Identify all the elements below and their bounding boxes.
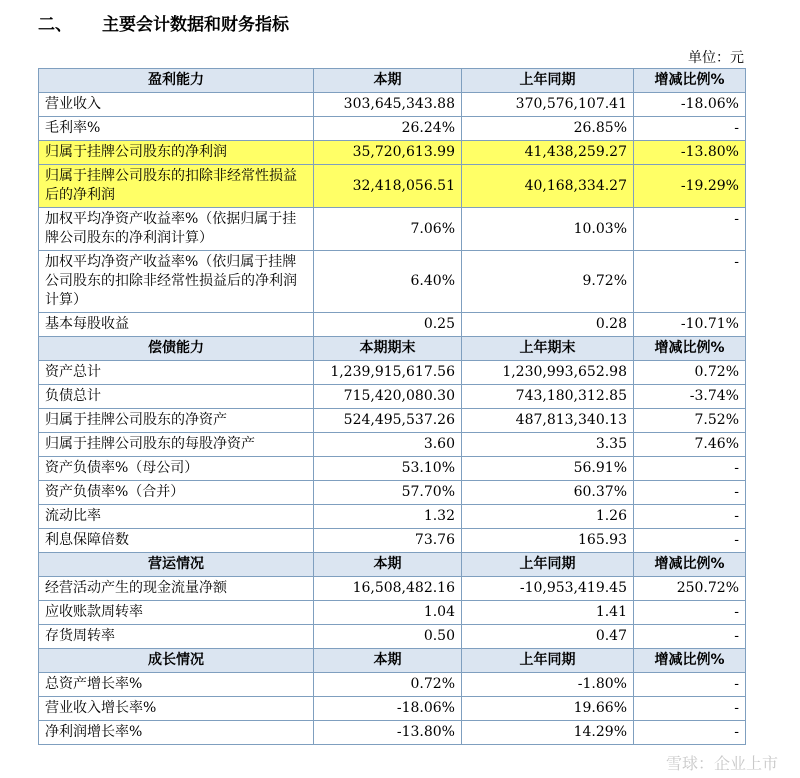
change-percent: - xyxy=(634,601,746,625)
change-percent: -18.06% xyxy=(634,93,746,117)
row-label: 营业收入增长率% xyxy=(39,697,314,721)
table-row xyxy=(39,433,746,457)
column-header: 增减比例% xyxy=(634,337,746,361)
column-header: 增减比例% xyxy=(634,553,746,577)
section-header-row xyxy=(39,649,746,673)
row-label: 加权平均净资产收益率%（依归属于挂牌公司股东的扣除非经常性损益后的净利润计算） xyxy=(39,251,314,313)
prior-value: 26.85% xyxy=(462,117,634,141)
current-value: 7.06% xyxy=(314,208,462,251)
prior-value: 41,438,259.27 xyxy=(462,141,634,165)
table-row xyxy=(39,165,746,208)
section-header-row xyxy=(39,337,746,361)
current-value: 16,508,482.16 xyxy=(314,577,462,601)
change-percent: 7.52% xyxy=(634,409,746,433)
current-value: 1,239,915,617.56 xyxy=(314,361,462,385)
prior-value: -1.80% xyxy=(462,673,634,697)
row-label: 基本每股收益 xyxy=(39,313,314,337)
change-percent: - xyxy=(634,505,746,529)
heading-number: 二、 xyxy=(38,15,72,35)
financial-indicators-table xyxy=(38,68,746,745)
row-label: 归属于挂牌公司股东的净资产 xyxy=(39,409,314,433)
prior-value: 370,576,107.41 xyxy=(462,93,634,117)
change-percent: 7.46% xyxy=(634,433,746,457)
prior-value: 1.26 xyxy=(462,505,634,529)
table-row xyxy=(39,697,746,721)
row-label: 毛利率% xyxy=(39,117,314,141)
prior-value: 60.37% xyxy=(462,481,634,505)
change-percent: -19.29% xyxy=(634,165,746,208)
current-value: 73.76 xyxy=(314,529,462,553)
prior-value: 1,230,993,652.98 xyxy=(462,361,634,385)
column-header: 增减比例% xyxy=(634,69,746,93)
current-value: 32,418,056.51 xyxy=(314,165,462,208)
table-row xyxy=(39,141,746,165)
current-value: 3.60 xyxy=(314,433,462,457)
current-value: -18.06% xyxy=(314,697,462,721)
change-percent: - xyxy=(634,673,746,697)
row-label: 资产总计 xyxy=(39,361,314,385)
row-label: 存货周转率 xyxy=(39,625,314,649)
prior-value: 56.91% xyxy=(462,457,634,481)
current-value: 35,720,613.99 xyxy=(314,141,462,165)
prior-value: 3.35 xyxy=(462,433,634,457)
table-row xyxy=(39,481,746,505)
row-label: 净利润增长率% xyxy=(39,721,314,745)
current-value: 715,420,080.30 xyxy=(314,385,462,409)
column-header: 上年同期 xyxy=(462,69,634,93)
column-header: 上年同期 xyxy=(462,553,634,577)
current-value: 1.04 xyxy=(314,601,462,625)
table-row xyxy=(39,721,746,745)
section-title: 营运情况 xyxy=(39,553,314,577)
prior-value: 487,813,340.13 xyxy=(462,409,634,433)
change-percent: - xyxy=(634,529,746,553)
column-header: 本期期末 xyxy=(314,337,462,361)
table-row xyxy=(39,577,746,601)
column-header: 增减比例% xyxy=(634,649,746,673)
table-row xyxy=(39,457,746,481)
current-value: 26.24% xyxy=(314,117,462,141)
change-percent: - xyxy=(634,721,746,745)
table-row xyxy=(39,385,746,409)
current-value: 1.32 xyxy=(314,505,462,529)
current-value: 53.10% xyxy=(314,457,462,481)
prior-value: 1.41 xyxy=(462,601,634,625)
prior-value: 9.72% xyxy=(462,251,634,313)
table-row xyxy=(39,313,746,337)
table-row xyxy=(39,361,746,385)
table-row xyxy=(39,529,746,553)
row-label: 加权平均净资产收益率%（依据归属于挂牌公司股东的净利润计算） xyxy=(39,208,314,251)
change-percent: - xyxy=(634,457,746,481)
change-percent: - xyxy=(634,117,746,141)
row-label: 流动比率 xyxy=(39,505,314,529)
row-label: 营业收入 xyxy=(39,93,314,117)
current-value: -13.80% xyxy=(314,721,462,745)
watermark: 雪球：企业上市 xyxy=(665,754,778,773)
prior-value: 40,168,334.27 xyxy=(462,165,634,208)
table-row xyxy=(39,601,746,625)
row-label: 负债总计 xyxy=(39,385,314,409)
prior-value: 0.28 xyxy=(462,313,634,337)
row-label: 总资产增长率% xyxy=(39,673,314,697)
unit-label: 单位：元 xyxy=(688,50,744,66)
column-header: 上年同期 xyxy=(462,649,634,673)
current-value: 57.70% xyxy=(314,481,462,505)
row-label: 资产负债率%（母公司） xyxy=(39,457,314,481)
prior-value: 14.29% xyxy=(462,721,634,745)
prior-value: 165.93 xyxy=(462,529,634,553)
change-percent: 0.72% xyxy=(634,361,746,385)
current-value: 0.25 xyxy=(314,313,462,337)
table-row xyxy=(39,673,746,697)
change-percent: - xyxy=(634,697,746,721)
section-title: 成长情况 xyxy=(39,649,314,673)
section-title: 盈利能力 xyxy=(39,69,314,93)
table-row xyxy=(39,625,746,649)
current-value: 524,495,537.26 xyxy=(314,409,462,433)
change-percent: -10.71% xyxy=(634,313,746,337)
change-percent: -13.80% xyxy=(634,141,746,165)
row-label: 利息保障倍数 xyxy=(39,529,314,553)
section-title: 偿债能力 xyxy=(39,337,314,361)
prior-value: 10.03% xyxy=(462,208,634,251)
column-header: 上年期末 xyxy=(462,337,634,361)
column-header: 本期 xyxy=(314,69,462,93)
current-value: 0.50 xyxy=(314,625,462,649)
row-label: 应收账款周转率 xyxy=(39,601,314,625)
current-value: 303,645,343.88 xyxy=(314,93,462,117)
table-row xyxy=(39,409,746,433)
table-row xyxy=(39,251,746,313)
change-percent: -3.74% xyxy=(634,385,746,409)
current-value: 6.40% xyxy=(314,251,462,313)
row-label: 经营活动产生的现金流量净额 xyxy=(39,577,314,601)
change-percent: - xyxy=(634,251,746,313)
change-percent: 250.72% xyxy=(634,577,746,601)
column-header: 本期 xyxy=(314,553,462,577)
row-label: 归属于挂牌公司股东的净利润 xyxy=(39,141,314,165)
change-percent: - xyxy=(634,625,746,649)
change-percent: - xyxy=(634,481,746,505)
prior-value: -10,953,419.45 xyxy=(462,577,634,601)
prior-value: 743,180,312.85 xyxy=(462,385,634,409)
row-label: 归属于挂牌公司股东的每股净资产 xyxy=(39,433,314,457)
section-header-row xyxy=(39,69,746,93)
table-row xyxy=(39,208,746,251)
heading-title: 主要会计数据和财务指标 xyxy=(102,15,289,35)
change-percent: - xyxy=(634,208,746,251)
row-label: 归属于挂牌公司股东的扣除非经常性损益后的净利润 xyxy=(39,165,314,208)
table-row xyxy=(39,93,746,117)
section-header-row xyxy=(39,553,746,577)
prior-value: 0.47 xyxy=(462,625,634,649)
table-row xyxy=(39,505,746,529)
section-heading xyxy=(38,10,289,35)
current-value: 0.72% xyxy=(314,673,462,697)
table-row xyxy=(39,117,746,141)
column-header: 本期 xyxy=(314,649,462,673)
prior-value: 19.66% xyxy=(462,697,634,721)
row-label: 资产负债率%（合并） xyxy=(39,481,314,505)
